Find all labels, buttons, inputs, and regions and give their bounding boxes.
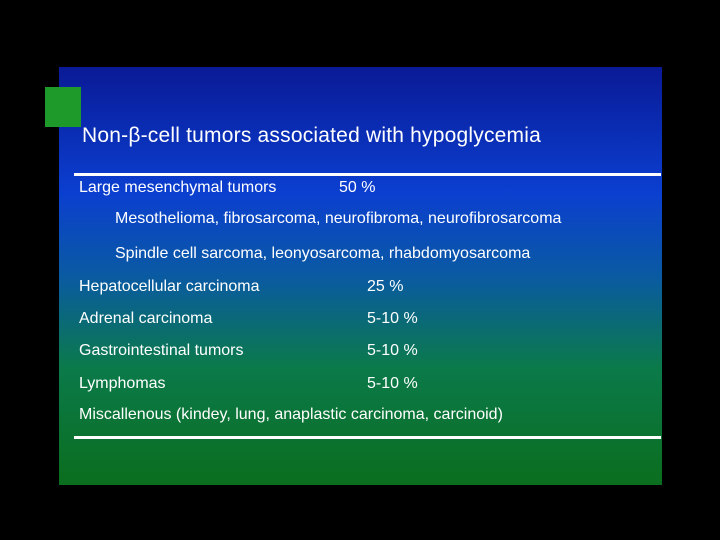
row-label: Gastrointestinal tumors [79,342,244,359]
row-value: 50 % [339,179,376,196]
row-label: Lymphomas [79,375,166,392]
row-value: 5-10 % [367,310,418,327]
row-label: Large mesenchymal tumors [79,179,277,196]
row-value: 5-10 % [367,342,418,359]
top-divider [74,173,661,176]
row-label: Miscallenous (kindey, lung, anaplastic carcinoma, carcinoid) [79,406,503,423]
row-label: Mesothelioma, fibrosarcoma, neurofibroma, neurofibrosarcoma [115,210,562,227]
row-value: 5-10 % [367,375,418,392]
row-label: Spindle cell sarcoma, leonyosarcoma, rhabdomyosarcoma [115,245,531,262]
row-label: Hepatocellular carcinoma [79,278,260,295]
row-label: Adrenal carcinoma [79,310,213,327]
row-value: 25 % [367,278,404,295]
accent-square [45,87,81,127]
bottom-divider [74,436,661,439]
slide-title: Non-β-cell tumors associated with hypoglycemia [82,124,541,147]
